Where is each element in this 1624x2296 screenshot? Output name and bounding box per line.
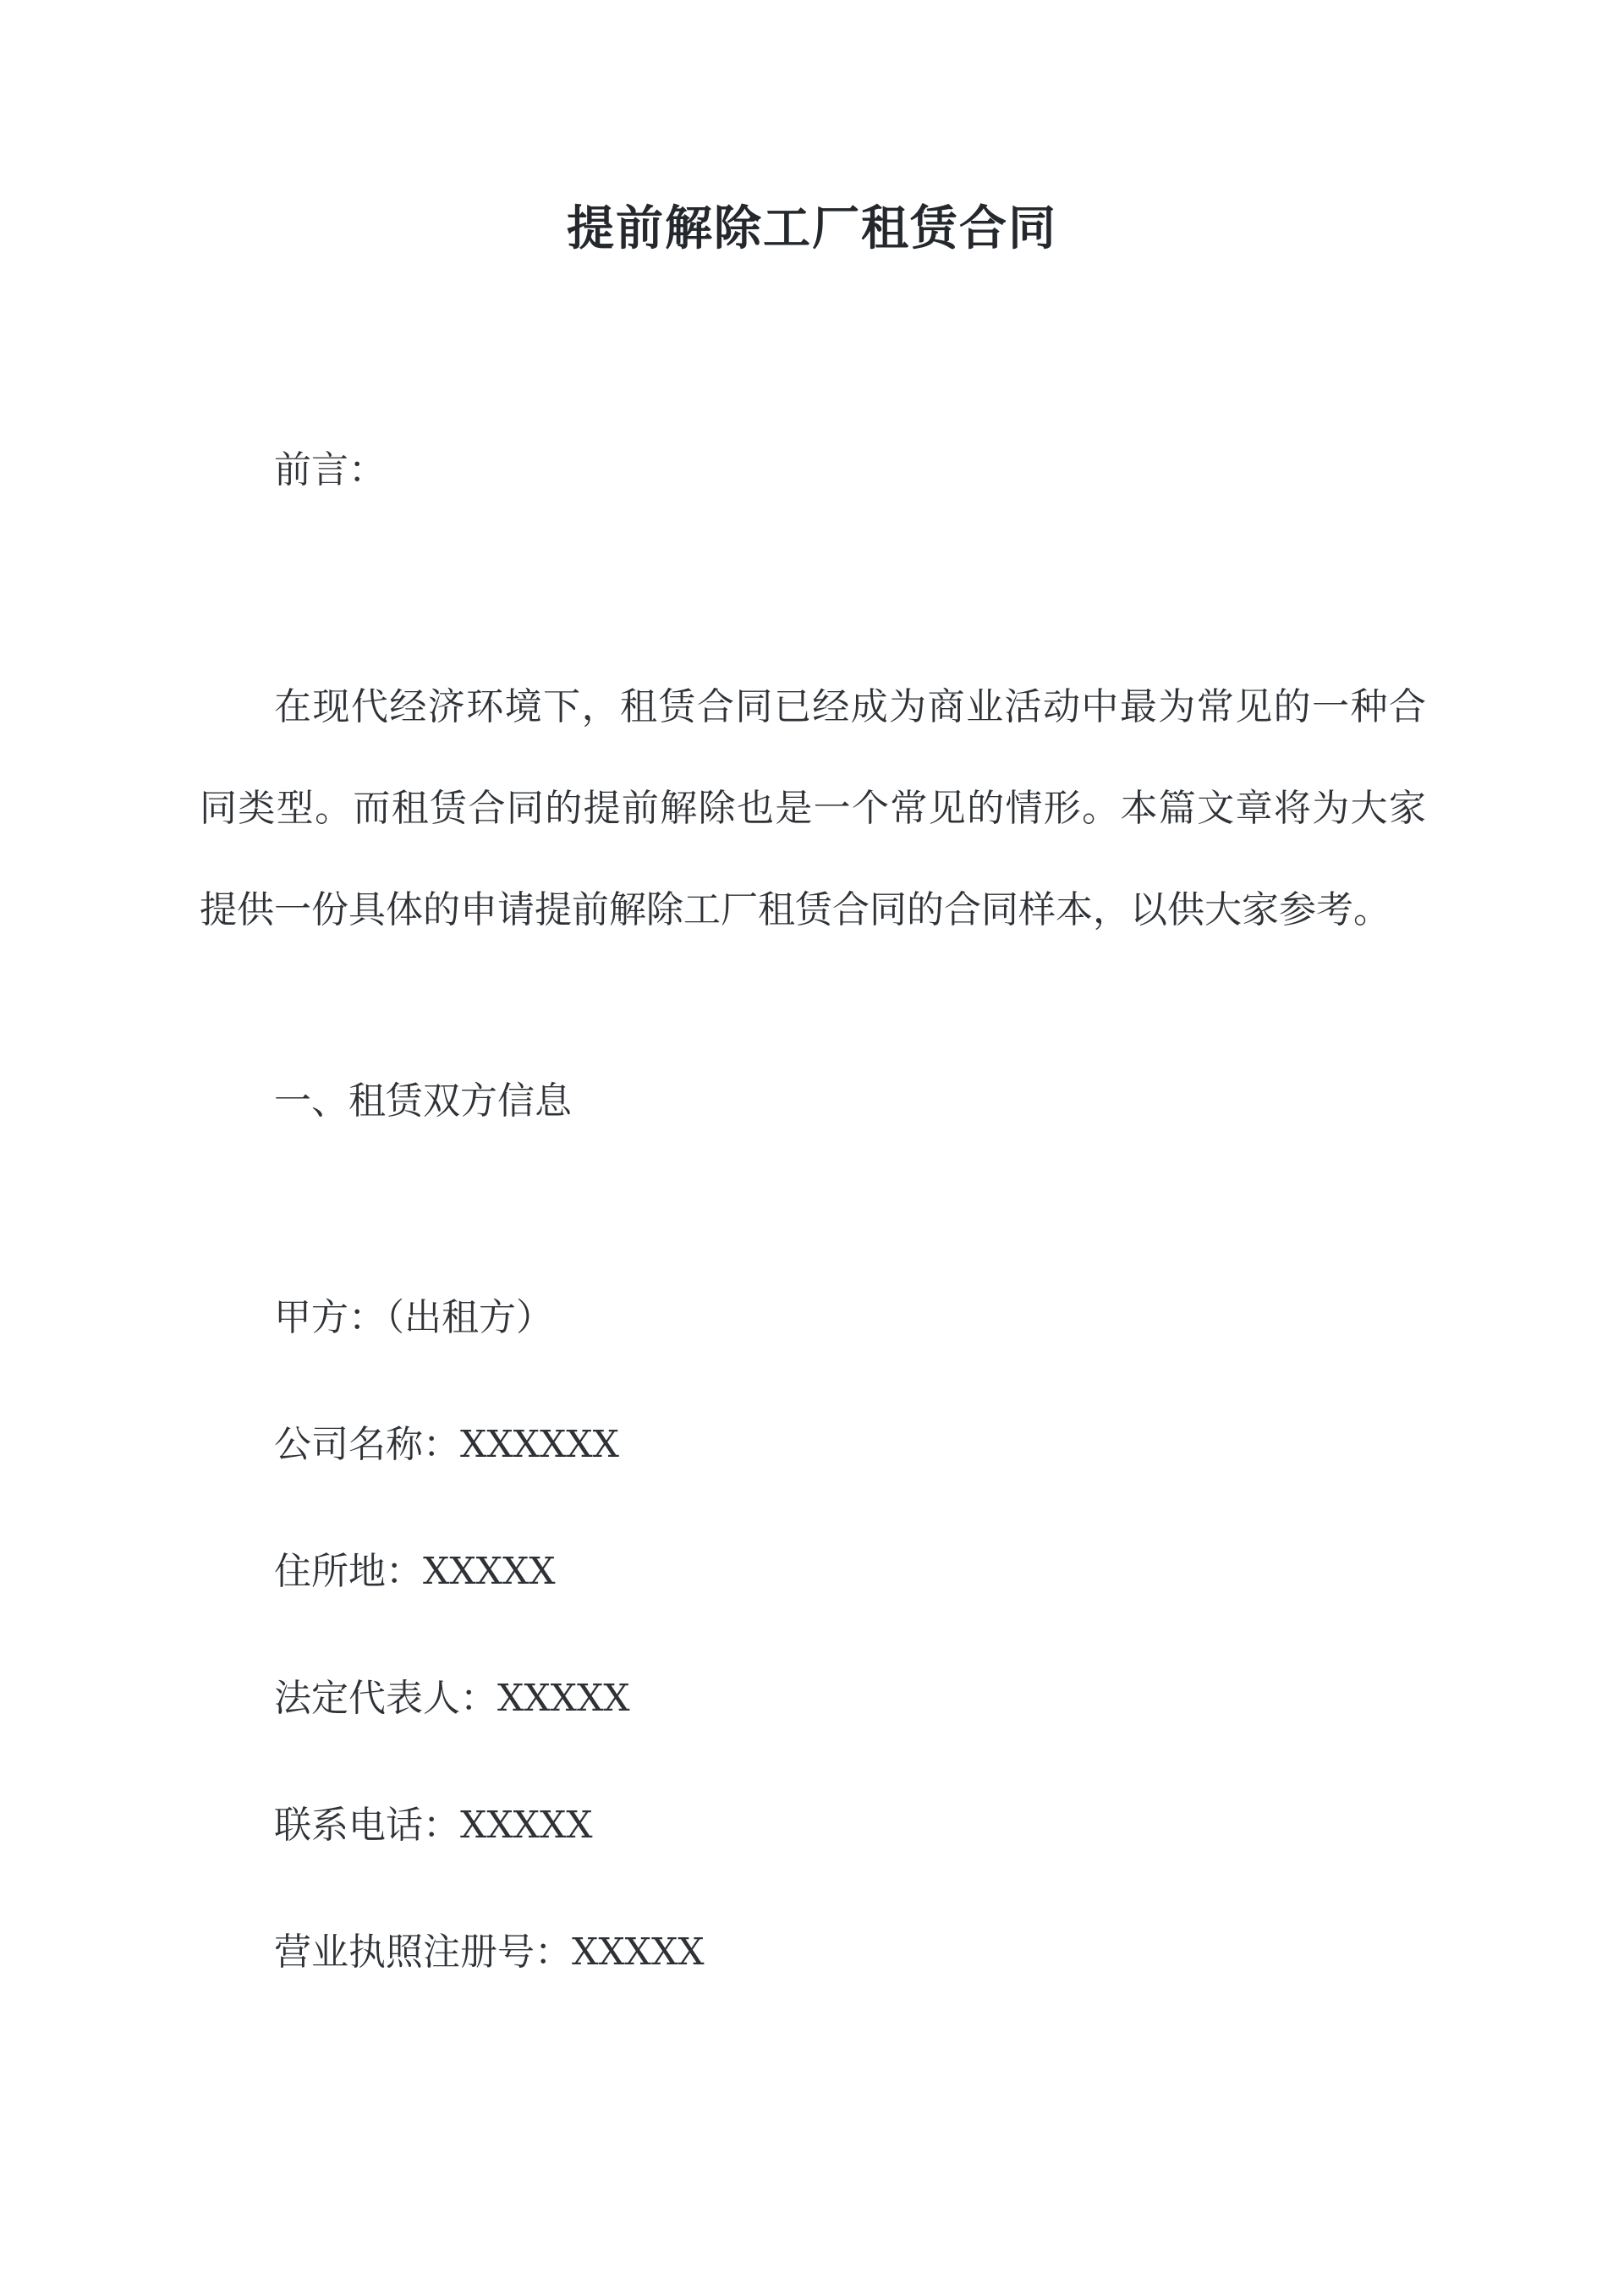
party-a-address: 住所地：XXXXX xyxy=(274,1550,556,1593)
document-title: 提前解除工厂租赁合同 xyxy=(567,200,1057,256)
party-a-license-no: 营业执照注册号：XXXXX xyxy=(274,1931,705,1974)
section1-heading: 一、租赁双方信息 xyxy=(274,1079,572,1123)
preface-text: 在现代经济环境下，租赁合同已经成为商业活动中最为常见的一种合同类型。而租赁合同的提前解除也是一个常见的情形。本篇文章将为大家提供一份具体的申请提前解除工厂租赁合同的合同样本，以供大家参考。 xyxy=(200,685,1426,931)
party-a-legal-rep: 法定代表人：XXXXX xyxy=(274,1677,630,1720)
preface-label: 前言： xyxy=(274,448,386,492)
preface-paragraph xyxy=(200,656,1426,961)
party-a-label: 甲方：（出租方） xyxy=(274,1296,553,1339)
party-a-phone: 联系电话：XXXXX xyxy=(274,1804,593,1847)
party-a-company-name: 公司名称：XXXXXX xyxy=(274,1423,619,1466)
